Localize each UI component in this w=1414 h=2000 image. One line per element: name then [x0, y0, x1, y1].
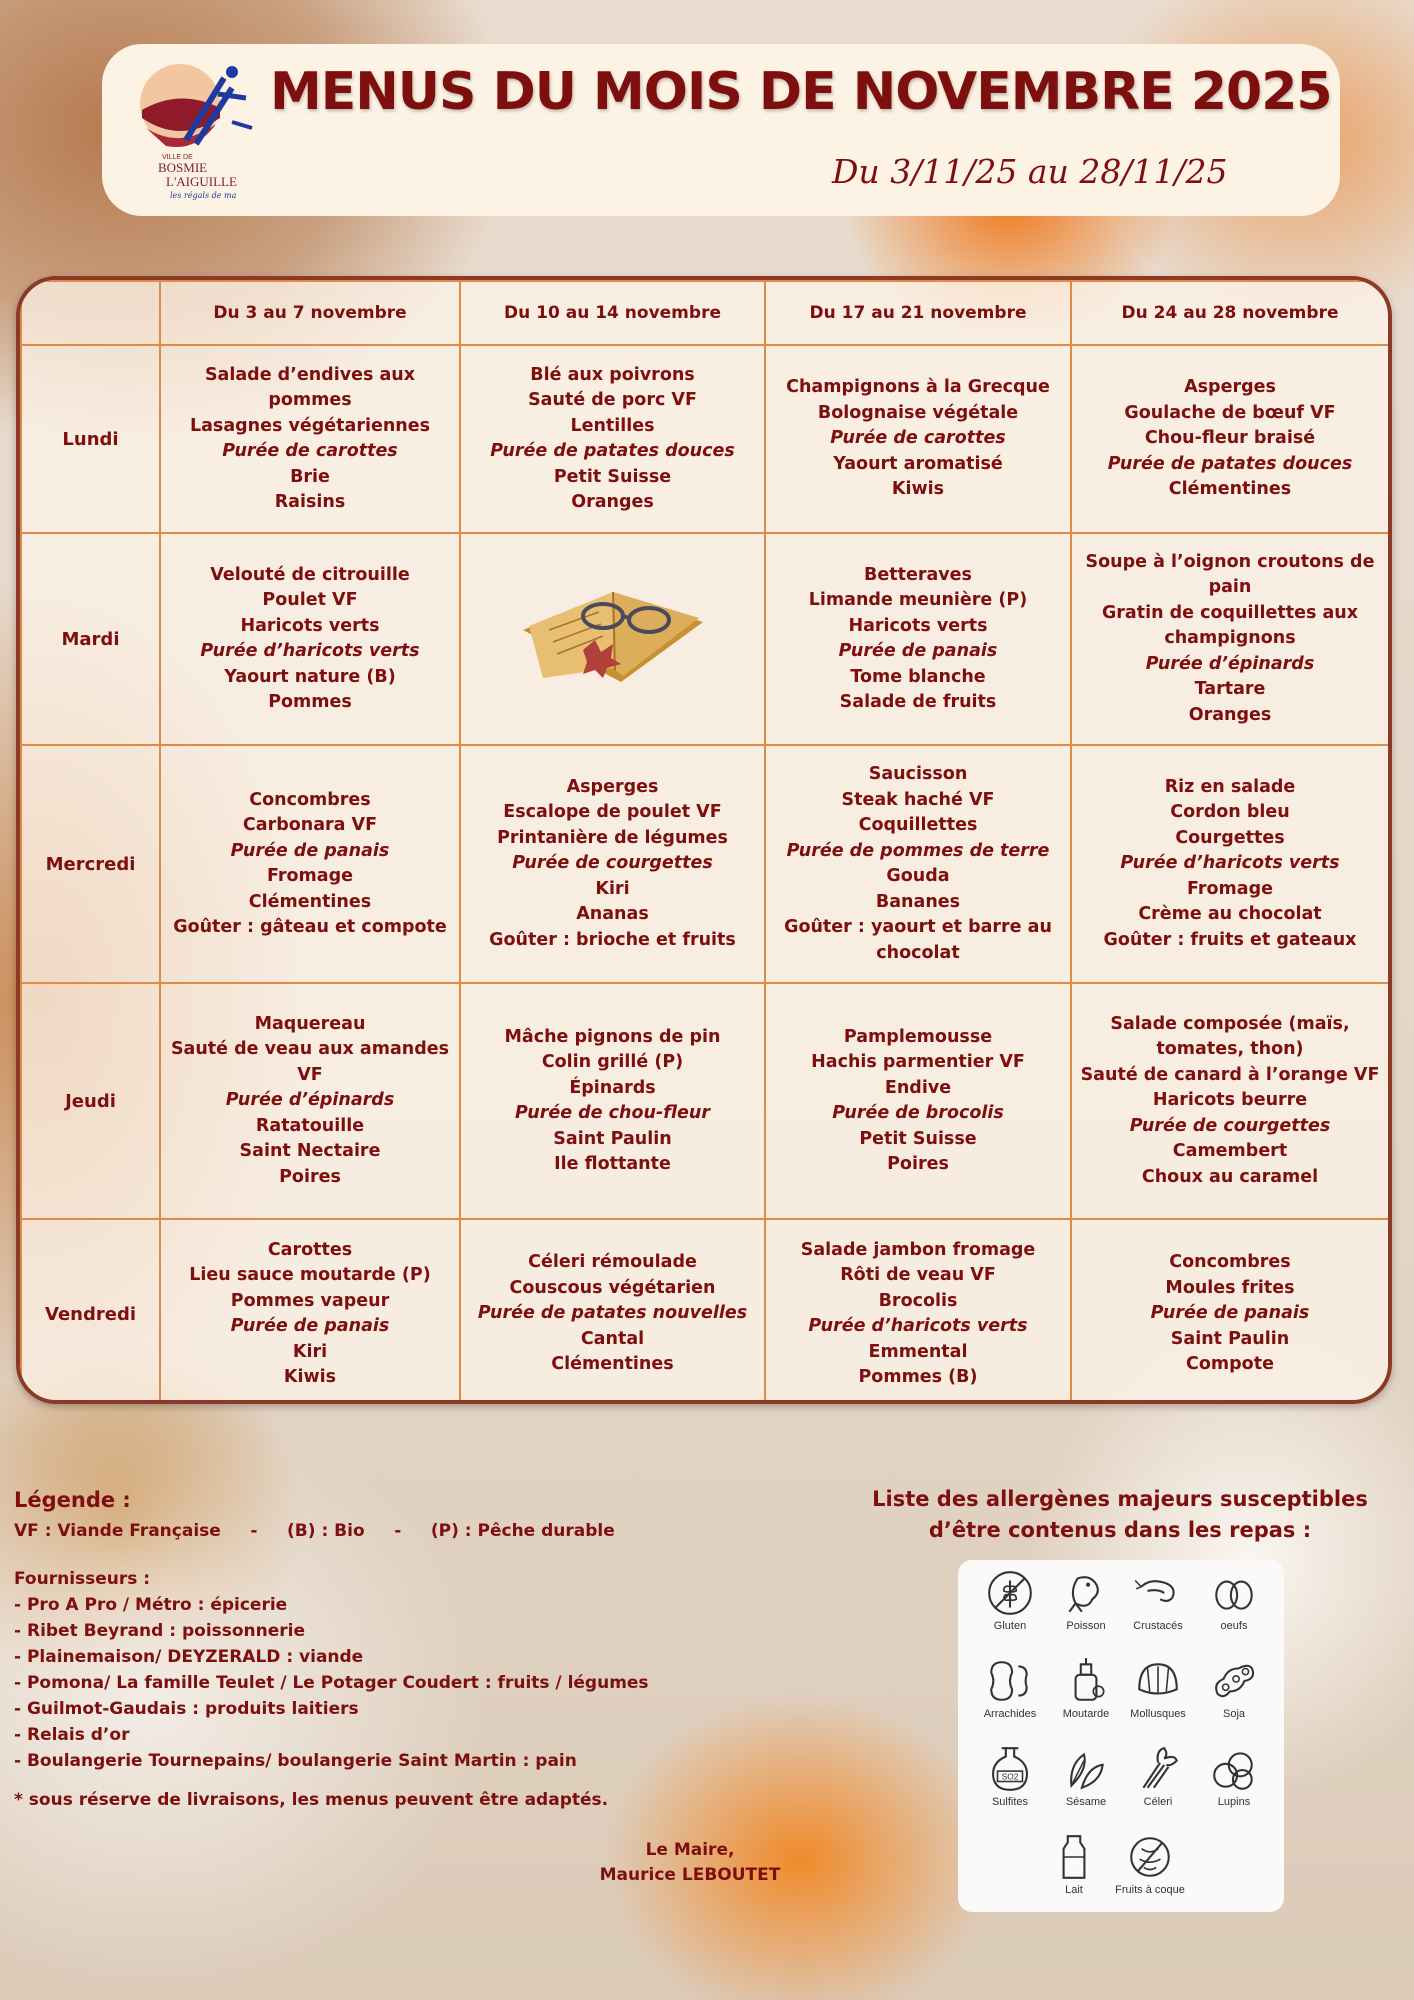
- allergen-label: Soja: [1222, 1708, 1246, 1720]
- dish-item: Sauté de porc VF: [528, 390, 697, 410]
- menu-cell: [1071, 533, 1389, 745]
- allergen-label: Mollusques: [1130, 1708, 1186, 1720]
- menu-table: [20, 280, 1390, 1404]
- dish-item: Haricots verts: [240, 615, 380, 636]
- page-title: MENUS DU MOIS DE NOVEMBRE 2025: [270, 62, 1332, 122]
- mayor-signature: [560, 1838, 820, 1888]
- dish-item: Pommes (B): [858, 1367, 978, 1387]
- nuts-icon: [1125, 1832, 1175, 1882]
- menu-cell: [460, 345, 765, 533]
- suppliers-title: Fournisseurs :: [14, 1569, 151, 1589]
- dish-item: Colin grillé (P): [541, 1052, 684, 1072]
- menu-row-vendredi: [21, 1219, 1389, 1404]
- allergen-label: Moutarde: [1062, 1708, 1110, 1720]
- dish-item: Tome blanche: [850, 666, 986, 687]
- allergen-item: [1192, 1656, 1276, 1738]
- week-header-3: Du 17 au 21 novembre: [765, 281, 1071, 345]
- lupin-icon: [1209, 1744, 1259, 1794]
- menu-row-jeudi: [21, 983, 1389, 1219]
- allergen-item: [1116, 1656, 1200, 1738]
- dish-item: Champignons à la Grecque: [786, 377, 1050, 398]
- header-banner: [102, 44, 1340, 216]
- eggs-icon: [1209, 1568, 1259, 1618]
- sesame-icon: [1061, 1744, 1111, 1794]
- allergen-item: [968, 1656, 1052, 1738]
- menu-row-mardi: [21, 533, 1389, 745]
- dish-item: Ratatouille: [255, 1115, 365, 1136]
- dish-item: Velouté de citrouille: [210, 564, 410, 585]
- week-header-2: Du 10 au 14 novembre: [460, 281, 765, 345]
- supplier-item: - Guilmot-Gaudais : produits laitiers: [14, 1699, 359, 1719]
- dish-item: Purée de courgettes: [512, 853, 713, 874]
- mayor-role: Le Maire,: [645, 1840, 735, 1860]
- dish-item: Sauté de canard à l’orange VF: [1080, 1064, 1380, 1085]
- fish-icon: [1061, 1568, 1111, 1618]
- dish-item: Purée de carottes: [830, 428, 1006, 449]
- town-logo: [136, 58, 256, 203]
- celery-icon: [1133, 1744, 1183, 1794]
- dish-item: Lasagnes végétariennes: [189, 415, 431, 436]
- corner-cell: [21, 281, 160, 345]
- dish-item: Ananas: [576, 904, 649, 925]
- dish-item: Betteraves: [864, 564, 972, 585]
- menu-table-frame: [16, 276, 1392, 1404]
- supplier-item: - Relais d’or: [14, 1725, 130, 1745]
- dish-item: Pommes vapeur: [230, 1290, 390, 1311]
- dish-item: Concombres: [249, 789, 371, 810]
- dish-item: Soupe à l’oignon croutons de pain: [1085, 551, 1375, 598]
- dish-item: Goûter : gâteau et compote: [173, 917, 447, 937]
- dish-item: Purée de patates douces: [490, 441, 735, 461]
- dish-item: Saint Paulin: [1170, 1328, 1290, 1349]
- allergen-label: Sulfites: [991, 1796, 1029, 1808]
- menu-cell: [1071, 345, 1389, 533]
- dish-item: Crème au chocolat: [1138, 904, 1322, 925]
- dish-item: Printanière de légumes: [497, 827, 728, 848]
- supplier-item: - Boulangerie Tournepains/ boulangerie Saint Martin : pain: [14, 1751, 577, 1771]
- menu-cell: [1071, 745, 1389, 983]
- menu-cell: [765, 983, 1071, 1219]
- allergen-item: [968, 1744, 1052, 1826]
- dish-item: Purée de pommes de terre: [786, 840, 1050, 861]
- dish-item: Poires: [887, 1154, 949, 1174]
- menu-cell: [460, 745, 765, 983]
- dish-item: Petit Suisse: [859, 1128, 977, 1149]
- dish-item: Endive: [884, 1077, 952, 1098]
- logo-line2: BOSMIE: [158, 160, 208, 175]
- day-label: Vendredi: [21, 1219, 160, 1404]
- dish-item: Kiwis: [891, 479, 945, 500]
- allergens-title: Liste des allergènes majeurs susceptibles d’être contenus dans les repas :: [872, 1487, 1368, 1542]
- date-range: Du 3/11/25 au 28/11/25: [832, 152, 1228, 191]
- allergen-item: [1192, 1568, 1276, 1650]
- holiday-cell: [460, 533, 765, 745]
- dish-item: Carbonara VF: [242, 815, 378, 835]
- dish-item: Carottes: [267, 1239, 353, 1260]
- dish-item: Gratin de coquillettes aux champignons: [1101, 602, 1359, 649]
- dish-item: Emmental: [868, 1341, 968, 1362]
- delivery-note: * sous réserve de livraisons, les menus peuvent être adaptés.: [14, 1790, 609, 1810]
- dish-item: Céleri rémoulade: [528, 1252, 697, 1273]
- dish-item: Purée d’haricots verts: [1120, 853, 1340, 874]
- dish-item: Pamplemousse: [843, 1026, 993, 1047]
- dish-item: Steak haché VF: [841, 789, 995, 810]
- menu-cell: [160, 983, 460, 1219]
- menu-cell: [765, 1219, 1071, 1404]
- dish-item: Lentilles: [570, 415, 655, 436]
- peanut-icon: [985, 1656, 1035, 1706]
- dish-item: Purée de patates nouvelles: [477, 1303, 748, 1324]
- dish-item: Cantal: [580, 1328, 645, 1349]
- dish-item: Purée d’haricots verts: [200, 641, 420, 661]
- dish-item: Salade composée (maïs, tomates, thon): [1110, 1013, 1350, 1060]
- allergen-label: Arrachides: [983, 1708, 1037, 1720]
- allergen-label: Céleri: [1143, 1796, 1173, 1808]
- dish-item: Fromage: [267, 866, 353, 886]
- shrimp-icon: [1133, 1568, 1183, 1618]
- dish-item: Salade de fruits: [839, 692, 997, 712]
- gluten-icon: [985, 1568, 1035, 1618]
- dish-item: Goûter : brioche et fruits: [489, 929, 736, 950]
- dish-item: Clémentines: [551, 1354, 674, 1375]
- dish-item: Purée d’haricots verts: [808, 1316, 1028, 1336]
- dish-item: Chou-fleur braisé: [1144, 428, 1316, 449]
- logo-line3: L'AIGUILLE: [166, 174, 237, 189]
- dish-item: Kiwis: [283, 1367, 337, 1387]
- dish-item: Oranges: [571, 492, 654, 512]
- menu-cell: [160, 533, 460, 745]
- menu-row-mercredi: [21, 745, 1389, 983]
- book-glasses-illustration: [503, 560, 723, 710]
- allergen-label: Lait: [1065, 1884, 1083, 1896]
- dish-item: Brie: [290, 466, 330, 487]
- milk-icon: [1049, 1832, 1099, 1882]
- supplier-item: - Pro A Pro / Métro : épicerie: [14, 1595, 288, 1615]
- dish-item: Haricots verts: [848, 615, 988, 636]
- allergen-label: Gluten: [993, 1620, 1027, 1632]
- dish-item: Saint Nectaire: [239, 1141, 381, 1162]
- supplier-item: - Pomona/ La famille Teulet / Le Potager Coudert : fruits / légumes: [14, 1673, 649, 1693]
- dish-item: Tartare: [1194, 679, 1266, 700]
- dish-item: Brocolis: [878, 1290, 958, 1311]
- week-header-1: Du 3 au 7 novembre: [160, 281, 460, 345]
- dish-item: Limande meunière (P): [808, 590, 1028, 610]
- allergen-label: oeufs: [1220, 1620, 1248, 1632]
- menu-cell: [765, 533, 1071, 745]
- week-header-4: Du 24 au 28 novembre: [1071, 281, 1389, 345]
- allergen-label: Lupins: [1217, 1796, 1251, 1808]
- dish-item: Bolognaise végétale: [817, 402, 1019, 423]
- dish-item: Kiri: [595, 878, 630, 899]
- dish-item: Yaourt aromatisé: [833, 453, 1003, 474]
- day-label: Jeudi: [21, 983, 160, 1219]
- dish-item: Goûter : yaourt et barre au chocolat: [784, 917, 1052, 963]
- dish-item: Clémentines: [248, 891, 372, 912]
- dish-item: Purée de courgettes: [1129, 1115, 1331, 1136]
- dish-item: Purée de brocolis: [832, 1103, 1004, 1123]
- allergen-label: Fruits à coque: [1115, 1884, 1185, 1896]
- dish-item: Bananes: [875, 891, 961, 912]
- sulfite-formula: SO2: [1001, 1771, 1019, 1782]
- dish-item: Choux au caramel: [1141, 1166, 1319, 1187]
- allergen-label: Poisson: [1066, 1620, 1106, 1632]
- dish-item: Yaourt nature (B): [224, 666, 396, 687]
- dish-item: Poulet VF: [262, 590, 358, 610]
- dish-item: Moules frites: [1165, 1277, 1295, 1298]
- dish-item: Raisins: [274, 492, 346, 512]
- dish-item: Maquereau: [254, 1013, 366, 1034]
- day-label: Mardi: [21, 533, 160, 745]
- allergen-label: Crustacés: [1133, 1620, 1183, 1632]
- dish-item: Riz en salade: [1164, 776, 1296, 797]
- mustard-icon: [1061, 1656, 1111, 1706]
- dish-item: Goûter : fruits et gateaux: [1103, 929, 1357, 950]
- legend-codes: VF : Viande Française - (B) : Bio - (P) : Pêche durable: [14, 1521, 615, 1541]
- logo-line1: VILLE DE: [162, 154, 193, 161]
- sulfite-icon: [985, 1744, 1035, 1794]
- dish-item: Lieu sauce moutarde (P): [189, 1265, 431, 1285]
- supplier-item: - Plainemaison/ DEYZERALD : viande: [14, 1647, 364, 1667]
- dish-item: Salade jambon fromage: [800, 1239, 1036, 1260]
- shell-icon: [1133, 1656, 1183, 1706]
- dish-item: Camembert: [1172, 1141, 1288, 1162]
- dish-item: Purée de patates douces: [1107, 453, 1353, 474]
- dish-item: Kiri: [292, 1341, 328, 1362]
- soy-icon: [1209, 1656, 1259, 1706]
- dish-item: Courgettes: [1175, 827, 1285, 848]
- allergen-item: [1108, 1832, 1192, 1914]
- dish-item: Compote: [1186, 1354, 1274, 1375]
- dish-item: Pommes: [268, 692, 352, 712]
- suppliers-list: [14, 1592, 734, 1774]
- dish-item: Salade d’endives aux pommes: [204, 364, 416, 410]
- day-label: Lundi: [21, 345, 160, 533]
- dish-item: Blé aux poivrons: [530, 364, 695, 385]
- menu-cell: [460, 983, 765, 1219]
- legend-section: [14, 1488, 734, 1810]
- dish-item: Goulache de bœuf VF: [1124, 402, 1336, 423]
- allergen-item: [968, 1568, 1052, 1650]
- dish-item: Asperges: [566, 776, 659, 797]
- allergens-panel: [958, 1560, 1284, 1912]
- dish-item: Hachis parmentier VF: [811, 1052, 1025, 1072]
- allergen-item: [1116, 1568, 1200, 1650]
- allergen-item: [1116, 1744, 1200, 1826]
- dish-item: Cordon bleu: [1170, 802, 1290, 823]
- allergen-label: Sésame: [1065, 1796, 1107, 1808]
- dish-item: Mâche pignons de pin: [504, 1026, 721, 1047]
- week-header-row: [21, 281, 1389, 345]
- menu-cell: [160, 345, 460, 533]
- menu-cell: [1071, 983, 1389, 1219]
- dish-item: Haricots beurre: [1152, 1090, 1308, 1111]
- dish-item: Coquillettes: [858, 815, 978, 835]
- dish-item: Purée d’épinards: [225, 1090, 395, 1111]
- dish-item: Clémentines: [1168, 479, 1292, 500]
- dish-item: Gouda: [886, 866, 950, 886]
- dish-item: Petit Suisse: [553, 466, 672, 487]
- dish-item: Purée de panais: [1150, 1303, 1310, 1324]
- allergen-item: [1192, 1744, 1276, 1826]
- dish-item: Escalope de poulet VF: [503, 802, 722, 823]
- menu-cell: [765, 345, 1071, 533]
- dish-item: Oranges: [1188, 704, 1272, 725]
- logo-tagline: les régals de ma: [170, 191, 237, 200]
- dish-item: Purée de panais: [230, 1316, 390, 1336]
- dish-item: Fromage: [1187, 878, 1273, 899]
- dish-item: Purée d’épinards: [1145, 653, 1315, 674]
- dish-item: Saucisson: [868, 764, 968, 784]
- allergen-item: [1032, 1832, 1116, 1914]
- menu-cell: [765, 745, 1071, 983]
- dish-item: Couscous végétarien: [509, 1277, 716, 1298]
- dish-item: Poires: [279, 1166, 341, 1187]
- menu-cell: [1071, 1219, 1389, 1404]
- menu-cell: [160, 745, 460, 983]
- menu-cell: [160, 1219, 460, 1404]
- day-label: Mercredi: [21, 745, 160, 983]
- menu-cell: [460, 1219, 765, 1404]
- menu-row-lundi: [21, 345, 1389, 533]
- dish-item: Concombres: [1169, 1252, 1291, 1273]
- dish-item: Asperges: [1184, 377, 1276, 398]
- dish-item: Sauté de veau aux amandes VF: [170, 1039, 450, 1085]
- dish-item: Épinards: [569, 1077, 656, 1098]
- dish-item: Saint Paulin: [553, 1128, 672, 1149]
- dish-item: Purée de chou-fleur: [515, 1103, 710, 1123]
- dish-item: Purée de panais: [230, 840, 390, 861]
- dish-item: Rôti de veau VF: [840, 1265, 996, 1285]
- dish-item: Ile flottante: [554, 1154, 671, 1174]
- mayor-name: Maurice LEBOUTET: [599, 1865, 781, 1885]
- dish-item: Purée de carottes: [222, 441, 398, 461]
- dish-item: Purée de panais: [838, 641, 998, 661]
- supplier-item: - Ribet Beyrand : poissonnerie: [14, 1621, 306, 1641]
- legend-title: Légende :: [14, 1488, 131, 1512]
